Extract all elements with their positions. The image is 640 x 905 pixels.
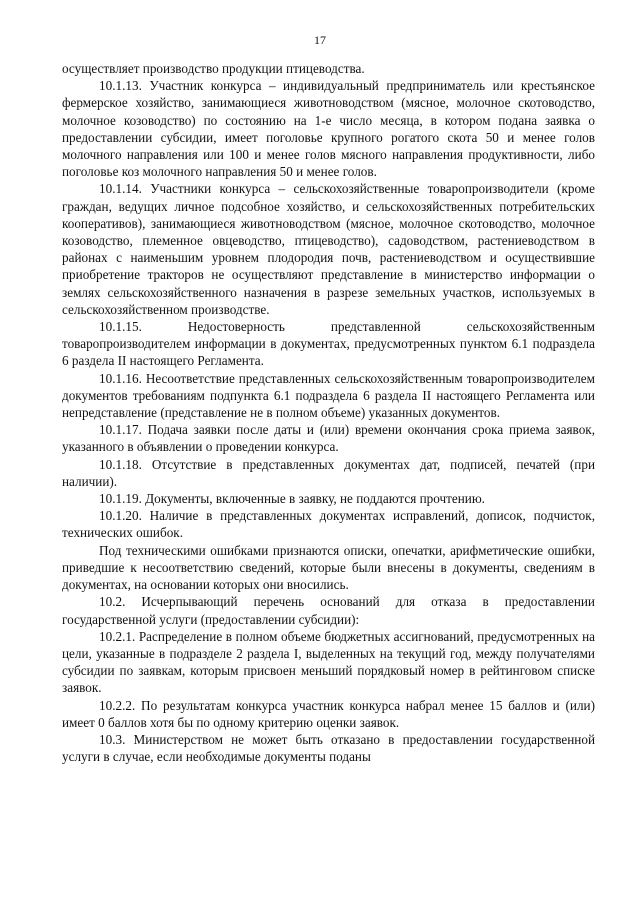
paragraph: 10.1.19. Документы, включенные в заявку, не поддаются прочтению. [99, 491, 485, 507]
paragraph: 10.1.15. Недостоверность представленной сельскохозяйственным товаропроизводителем информации в документах, предусмотренных пунктом 6.1 подраздела 6 раздела II настоящего Регламента. [62, 319, 595, 369]
paragraph: 10.1.17. Подача заявки после даты и (или) времени окончания срока приема заявок, указанного в объявлении о проведении конкурса. [62, 422, 595, 455]
paragraph: 10.3. Министерством не может быть отказано в предоставлении государственной услуги в случае, если необходимые документы поданы [62, 731, 595, 765]
paragraph: осуществляет производство продукции птицеводства. [62, 61, 365, 76]
paragraph: 10.1.16. Несоответствие представленных сельскохозяйственным товаропроизводителем документов требованиям подпункта 6.1 подраздела 6 раздела II настоящего Регламента или непредставление (представление не в полном объеме) указанных документов. [62, 370, 595, 421]
page-number: 17 [314, 33, 326, 47]
paragraph: 10.1.13. Участник конкурса – индивидуальный предприниматель или крестьянское фермерское хозяйство, занимающиеся животноводством (мясное, молочное скотоводство, молочное козоводство) по состоянию на 1-е число месяца, в котором подана заявка о предоставлении субсидии, имеет поголовье крупного рогатого скота 50 и менее голов молочного направления или 100 и менее голов мясного направления продуктивности, либо поголовье коз молочного направления 50 и менее голов. [62, 78, 595, 180]
paragraph: 10.2. Исчерпывающий перечень оснований для отказа в предоставлении государственной услуги (предоставлении субсидии): [62, 594, 595, 627]
paragraph: 10.2.1. Распределение в полном объеме бюджетных ассигнований, предусмотренных на цели, указанные в подразделе 2 раздела I, выделенных на текущий год, между получателями субсидии по заявкам, которым присвоен меньший порядковый номер в рейтинговом списке заявок. [62, 628, 595, 696]
paragraph: Под техническими ошибками признаются описки, опечатки, арифметические ошибки, приведшие к несоответствию сведений, которые были внесены в документы, сведениям в документах, на основании которых они вносились. [62, 542, 595, 593]
paragraph: 10.2.2. По результатам конкурса участник конкурса набрал менее 15 баллов и (или) имеет 0 баллов хотя бы по одному критерию оценки заявок. [62, 697, 595, 730]
document-body [62, 60, 595, 765]
paragraph: 10.1.18. Отсутствие в представленных документах дат, подписей, печатей (при наличии). [62, 456, 595, 489]
paragraph: 10.1.14. Участники конкурса – сельскохозяйственные товаропроизводители (кроме граждан, ведущих личное подсобное хозяйство, и сельскохозяйственных потребительских кооперативов), занимающиеся животноводством (мясное, молочное скотоводство, молочное козоводство, племенное овцеводство, птицеводство), садоводством, растениеводством в районах с наименьшим уровнем плодородия почв, растениеводством и осуществившие приобретение тракторов не осуществляют представление в министерство информации о землях сельскохозяйственного назначения в разрезе земельных участков, используемых в сельскохозяйственном производстве. [62, 181, 595, 317]
paragraph: 10.1.20. Наличие в представленных документах исправлений, дописок, подчисток, технических ошибок. [62, 508, 595, 541]
